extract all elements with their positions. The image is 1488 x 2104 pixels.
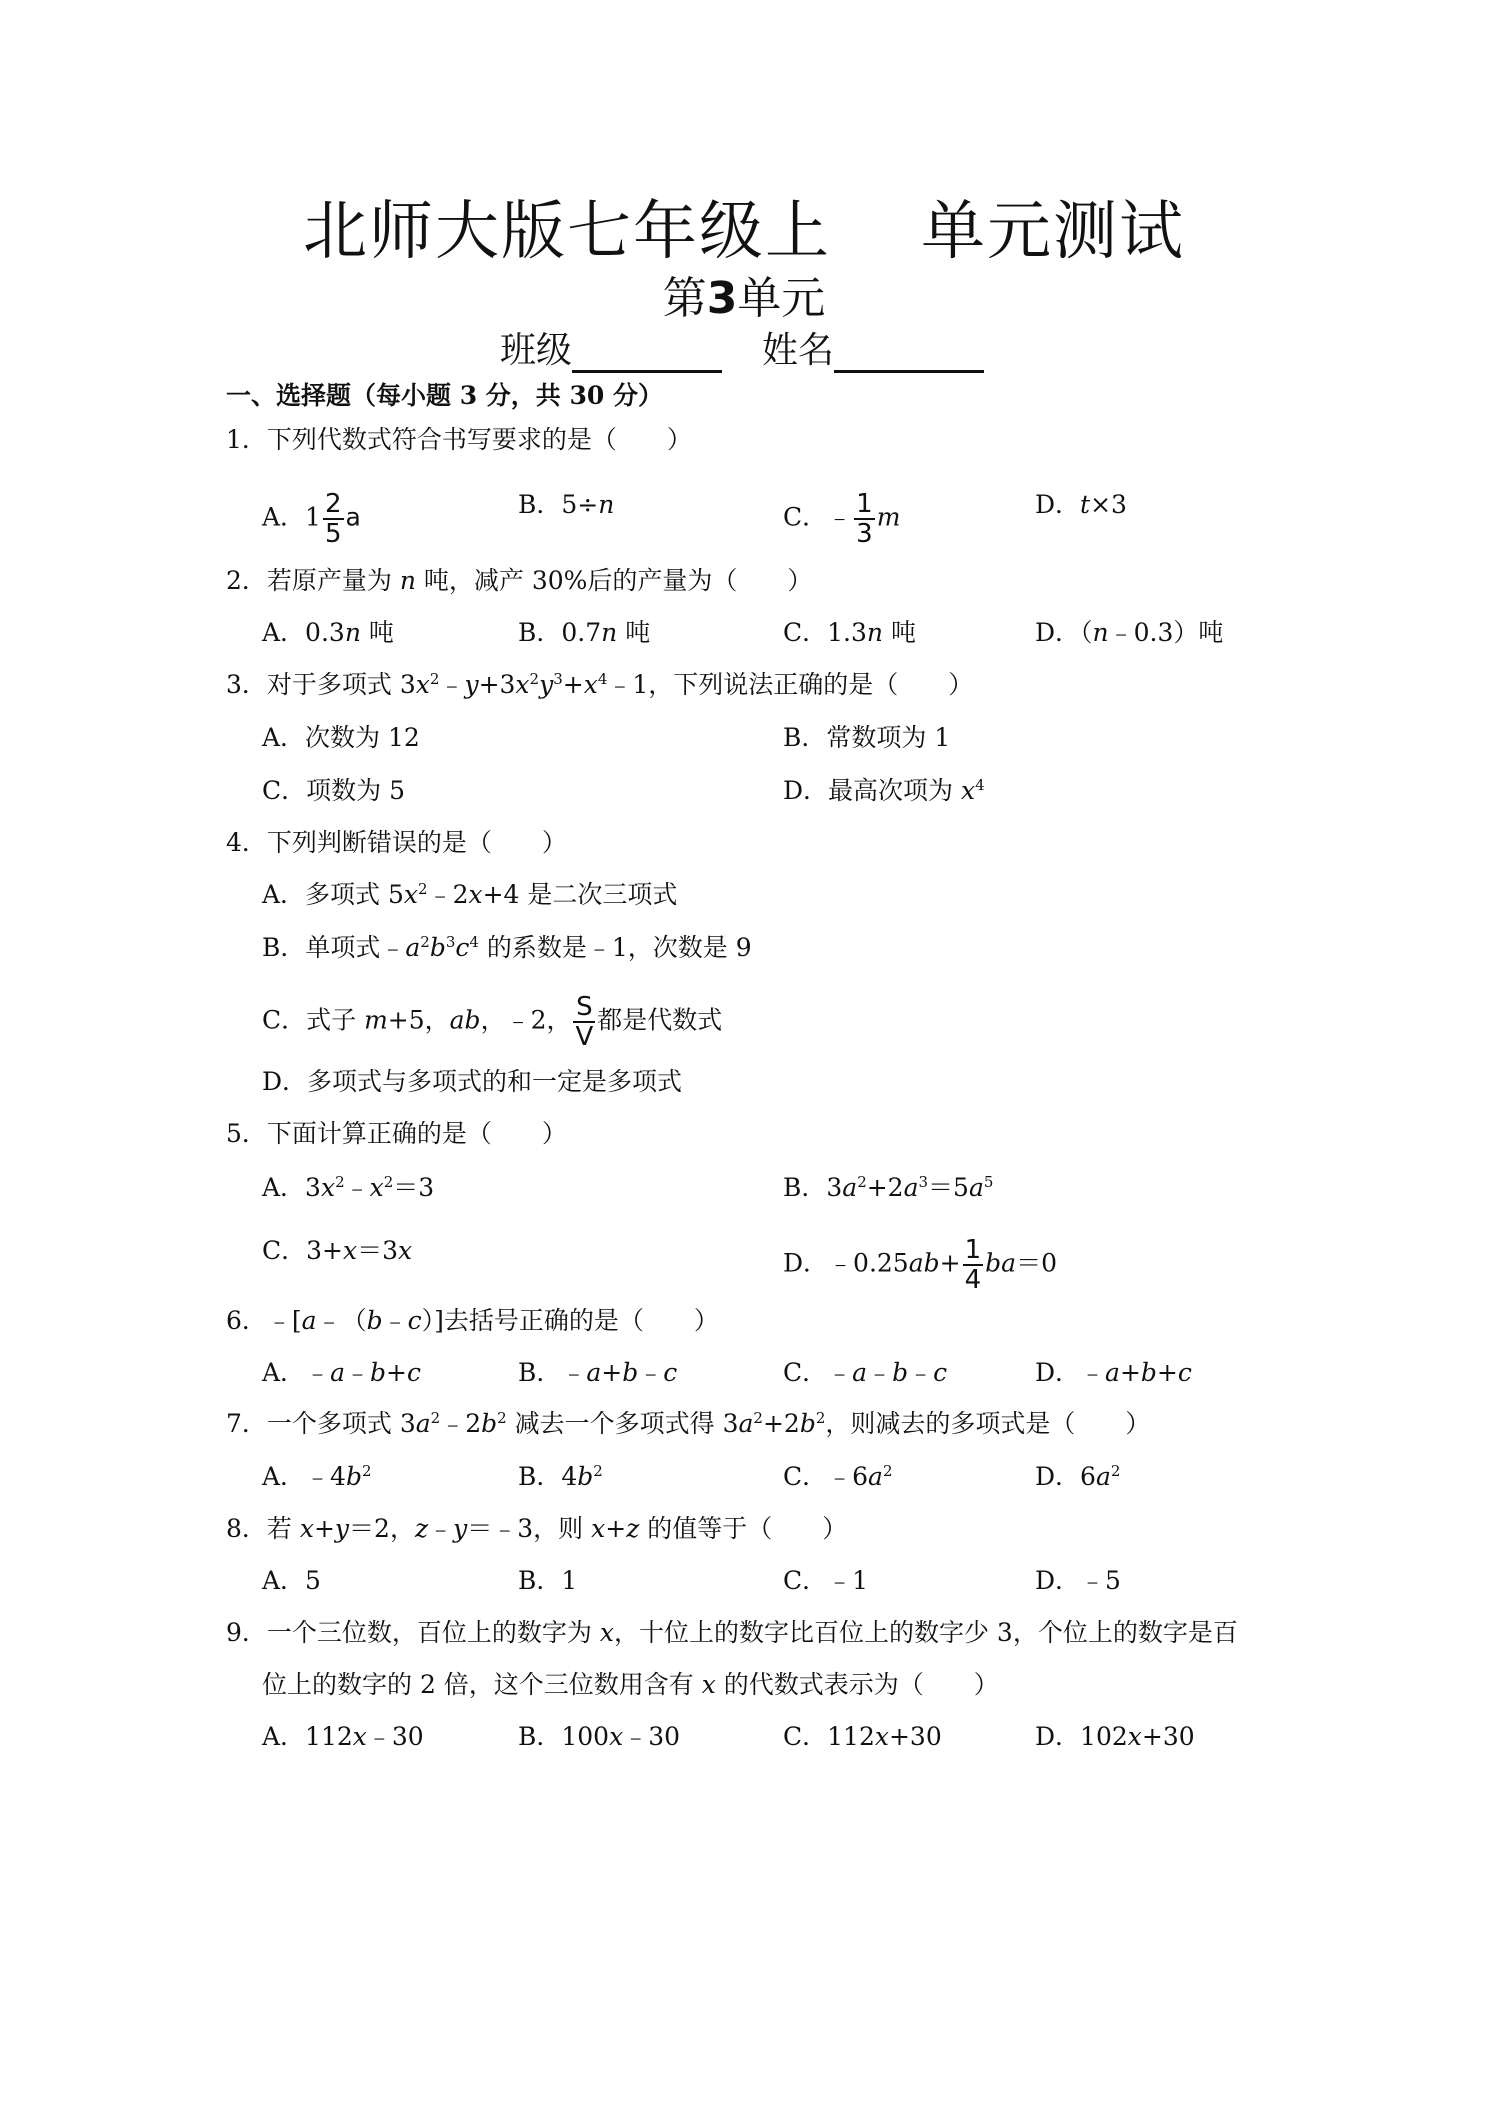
name-label: 姓名 bbox=[762, 330, 835, 371]
question-4-stem: 4．下列判断错误的是（ ） bbox=[226, 828, 567, 857]
page-title: 北师大版七年级上 单元测试 bbox=[303, 195, 1185, 269]
section-heading: 一、选择题（每小题 3 分，共 30 分） bbox=[226, 381, 664, 410]
q3-option-b: B．常数项为 1 bbox=[783, 723, 951, 752]
q6-option-d: D．﹣a+b+c bbox=[1035, 1358, 1192, 1387]
class-blank bbox=[572, 334, 722, 373]
q2-option-c: C．1.3n 吨 bbox=[783, 618, 916, 647]
class-label: 班级 bbox=[500, 330, 573, 371]
name-blank bbox=[834, 334, 984, 373]
q2-option-a: A．0.3n 吨 bbox=[262, 618, 394, 647]
q9-option-c: C．112x+30 bbox=[783, 1722, 942, 1751]
q2-option-b: B．0.7n 吨 bbox=[518, 618, 651, 647]
q5-option-a: A．$3x^2﹣x^2=3$ bbox=[262, 1173, 435, 1202]
q5-option-b: B．$3a^2+2a^3=5a^5$ bbox=[783, 1173, 994, 1202]
student-info bbox=[500, 322, 1024, 373]
q2-option-d: D．（n﹣0.3）吨 bbox=[1035, 618, 1224, 647]
q1-option-b: B．5÷n bbox=[518, 490, 615, 519]
question-2-stem: 2．若原产量为 n 吨，减产 30%后的产量为（ ） bbox=[226, 566, 813, 595]
q4-option-c: C．式子 m+5，ab，﹣2， $\frac{S}{V}$ 都是代数式 bbox=[262, 992, 723, 1052]
q3-option-d: D．最高次项为 $x^4$ bbox=[783, 776, 985, 805]
q8-option-c: C．﹣1 bbox=[783, 1566, 869, 1595]
question-6-stem: 6．﹣[a﹣（b﹣c）]去括号正确的是（ ） bbox=[226, 1306, 719, 1335]
q8-option-a: A．5 bbox=[262, 1566, 321, 1595]
question-8-stem: 8．若 x+y＝2，z﹣y＝﹣3，则 x+z 的值等于（ ） bbox=[226, 1514, 848, 1543]
q9-option-d: D．102x+30 bbox=[1035, 1722, 1195, 1751]
q3-option-c: C．项数为 5 bbox=[262, 776, 405, 805]
page-subtitle: 第3单元 bbox=[662, 273, 826, 324]
q4-option-d: D．多项式与多项式的和一定是多项式 bbox=[262, 1067, 683, 1096]
q7-option-a: A．$﹣4b^2$ bbox=[262, 1462, 372, 1491]
q7-option-b: B．$4b^2$ bbox=[518, 1462, 603, 1491]
q5-option-c: C．3+x＝3x bbox=[262, 1236, 413, 1265]
q4-option-a: A．多项式 $5x^2﹣2x+4$ 是二次三项式 bbox=[262, 880, 678, 909]
q1-option-c: C．﹣ $\frac{1}{3}$ m bbox=[783, 489, 901, 549]
q9-option-b: B．100x﹣30 bbox=[518, 1722, 681, 1751]
question-3-stem: 3．对于多项式 $3x^2﹣y+3x^2y^3+x^4﹣1$，下列说法正确的是（ ） bbox=[226, 670, 974, 699]
q6-option-a: A．﹣a﹣b+c bbox=[262, 1358, 421, 1387]
q1-option-a: A．1 $\frac{2}{5}$ a bbox=[262, 489, 361, 549]
q7-option-c: C．$﹣6a^2$ bbox=[783, 1462, 893, 1491]
q5-option-d: D．﹣0.25ab+ $\frac{1}{4}$ ba＝0 bbox=[783, 1235, 1057, 1295]
q8-option-b: B．1 bbox=[518, 1566, 578, 1595]
q4-option-b: B．单项式$﹣a^2b^3c^4$ 的系数是﹣1，次数是 9 bbox=[262, 933, 752, 962]
q6-option-c: C．﹣a﹣b﹣c bbox=[783, 1358, 948, 1387]
question-9-stem-line2: 位上的数字的 2 倍，这个三位数用含有 x 的代数式表示为（ ） bbox=[262, 1670, 999, 1699]
q1-option-d: D．t×3 bbox=[1035, 490, 1127, 519]
question-9-stem-line1: 9．一个三位数，百位上的数字为 x，十位上的数字比百位上的数字少 3，个位上的数字是百 bbox=[226, 1618, 1238, 1647]
q7-option-d: D．$6a^2$ bbox=[1035, 1462, 1121, 1491]
question-7-stem: 7．一个多项式 $3a^2﹣2b^2$ 减去一个多项式得 $3a^2+2b^2$，则减去的多项式是（ ） bbox=[226, 1409, 1151, 1438]
question-5-stem: 5．下面计算正确的是（ ） bbox=[226, 1119, 567, 1148]
q6-option-b: B．﹣a+b﹣c bbox=[518, 1358, 678, 1387]
q3-option-a: A．次数为 12 bbox=[262, 723, 420, 752]
question-1-stem: 1．下列代数式符合书写要求的是（ ） bbox=[226, 425, 692, 454]
q8-option-d: D．﹣5 bbox=[1035, 1566, 1121, 1595]
q9-option-a: A．112x﹣30 bbox=[262, 1722, 424, 1751]
